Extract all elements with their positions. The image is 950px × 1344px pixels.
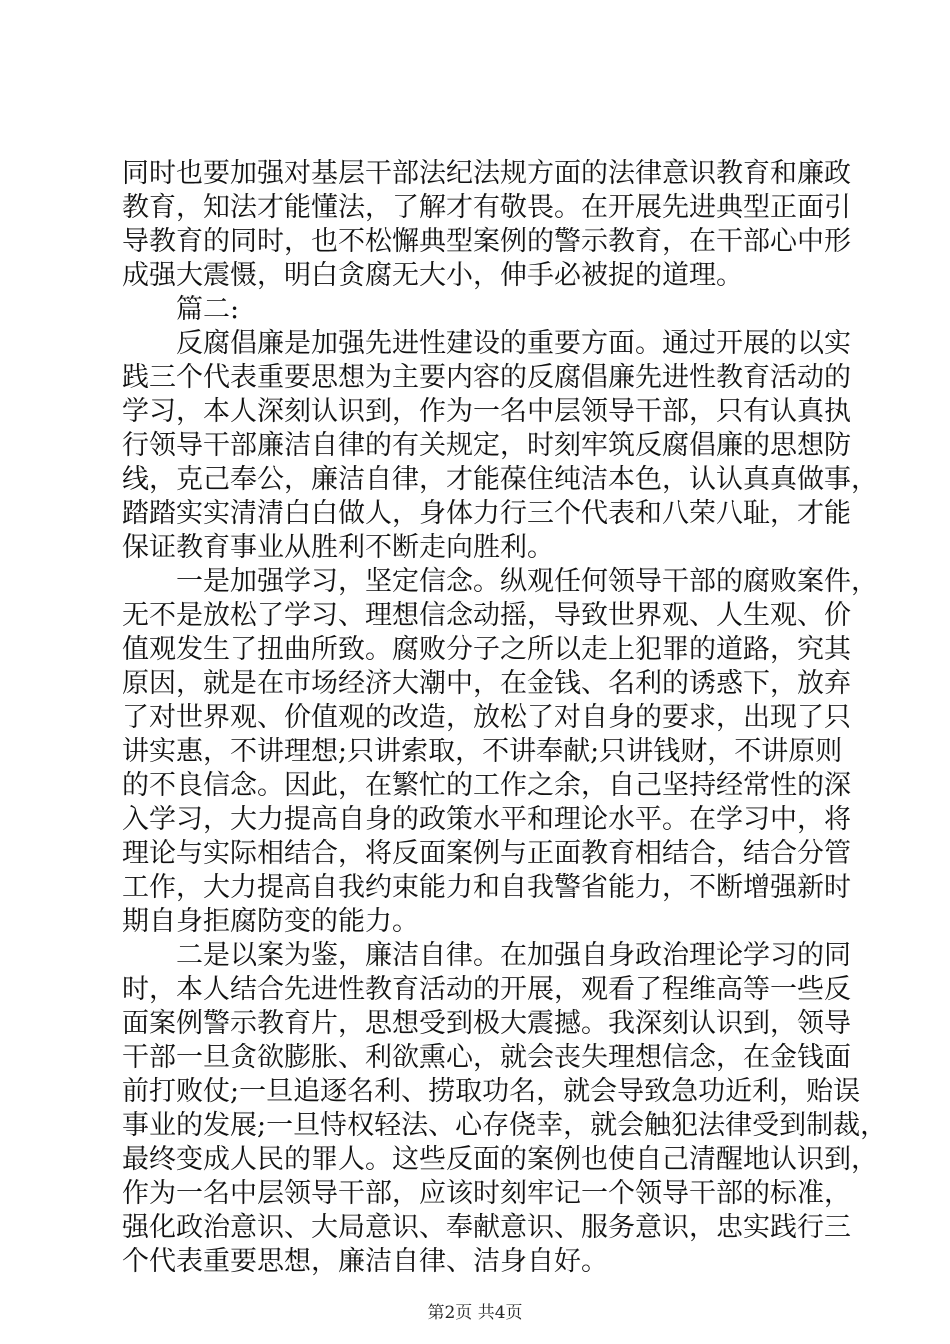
text-line: 教育，知法才能懂法，了解才有敬畏。在开展先进典型正面引 (122, 192, 851, 223)
text-line: 作为一名中层领导干部，应该时刻牢记一个领导干部的标准， (122, 1178, 851, 1209)
text-line: 行领导干部廉洁自律的有关规定，时刻牢筑反腐倡廉的思想防 (122, 430, 851, 461)
text-line: 工作，大力提高自我约束能力和自我警省能力，不断增强新时 (122, 872, 851, 903)
text-line: 讲实惠，不讲理想;只讲索取，不讲奉献;只讲钱财，不讲原则 (122, 736, 843, 767)
text-line: 的不良信念。因此，在繁忙的工作之余，自己坚持经常性的深 (122, 770, 851, 801)
text-line: 了对世界观、价值观的改造，放松了对自身的要求，出现了只 (122, 702, 851, 733)
text-line: 值观发生了扭曲所致。腐败分子之所以走上犯罪的道路，究其 (122, 634, 851, 665)
text-line: 学习，本人深刻认识到，作为一名中层领导干部，只有认真执 (122, 396, 851, 427)
text-line: 时，本人结合先进性教育活动的开展，观看了程维高等一些反 (122, 974, 851, 1005)
text-line: 一是加强学习，坚定信念。纵观任何领导干部的腐败案件， (122, 566, 878, 597)
text-line: 入学习，大力提高自身的政策水平和理论水平。在学习中，将 (122, 804, 851, 835)
text-line: 无不是放松了学习、理想信念动摇，导致世界观、人生观、价 (122, 600, 851, 631)
text-line: 导教育的同时，也不松懈典型案例的警示教育，在干部心中形 (122, 226, 851, 257)
text-line: 个代表重要思想，廉洁自律、洁身自好。 (122, 1246, 608, 1277)
text-line: 同时也要加强对基层干部法纪法规方面的法律意识教育和廉政 (122, 158, 851, 189)
text-line: 践三个代表重要思想为主要内容的反腐倡廉先进性教育活动的 (122, 362, 851, 393)
text-line: 反腐倡廉是加强先进性建设的重要方面。通过开展的以实 (122, 328, 851, 359)
text-line: 踏踏实实清清白白做人，身体力行三个代表和八荣八耻，才能 (122, 498, 851, 529)
text-line: 事业的发展;一旦恃权轻法、心存侥幸，就会触犯法律受到制裁， (122, 1110, 888, 1141)
text-line: 二是以案为鉴，廉洁自律。在加强自身政治理论学习的同 (122, 940, 851, 971)
text-line: 期自身拒腐防变的能力。 (122, 906, 419, 937)
text-line: 面案例警示教育片，思想受到极大震撼。我深刻认识到，领导 (122, 1008, 851, 1039)
section-heading: 篇二: (122, 294, 240, 325)
text-line: 强化政治意识、大局意识、奉献意识、服务意识，忠实践行三 (122, 1212, 851, 1243)
text-line: 最终变成人民的罪人。这些反面的案例也使自己清醒地认识到， (122, 1144, 878, 1175)
text-line: 线，克己奉公，廉洁自律，才能葆住纯洁本色，认认真真做事， (122, 464, 878, 495)
text-line: 保证教育事业从胜利不断走向胜利。 (122, 532, 554, 563)
text-line: 理论与实际相结合，将反面案例与正面教育相结合，结合分管 (122, 838, 851, 869)
text-line: 前打败仗;一旦追逐名利、捞取功名，就会导致急功近利，贻误 (122, 1076, 861, 1107)
page-number: 第2页 共4页 (427, 1303, 523, 1323)
text-line: 原因，就是在市场经济大潮中，在金钱、名利的诱惑下，放弃 (122, 668, 851, 699)
text-line: 干部一旦贪欲膨胀、利欲熏心，就会丧失理想信念，在金钱面 (122, 1042, 851, 1073)
text-line: 成强大震慑，明白贪腐无大小，伸手必被捉的道理。 (122, 260, 743, 291)
